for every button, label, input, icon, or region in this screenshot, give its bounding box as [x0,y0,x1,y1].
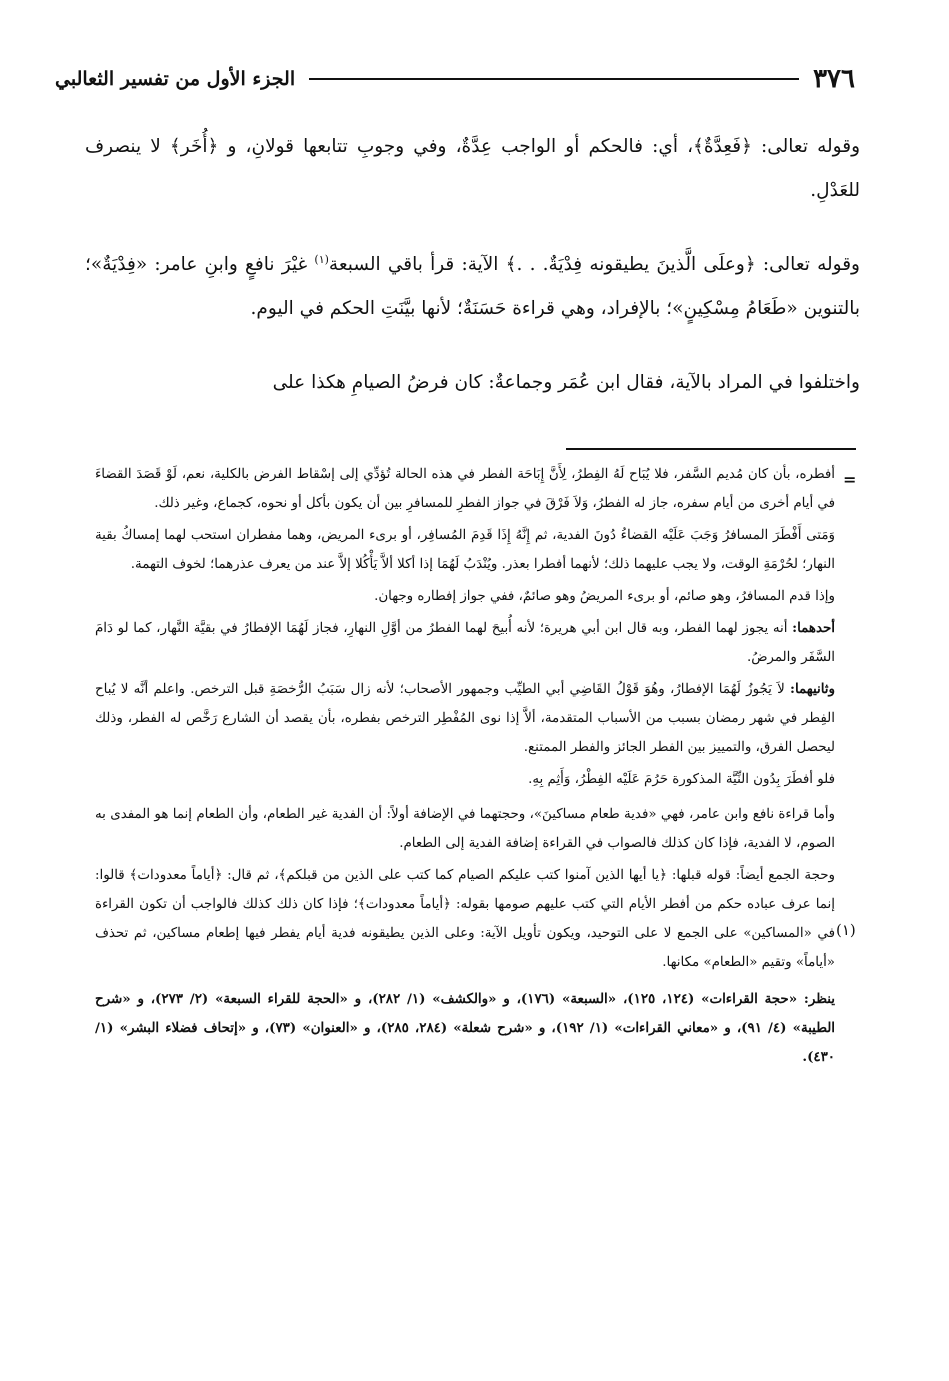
footnote-continuation-mark: = [843,470,857,489]
footnote-1-paragraph-b: وحجة الجمع أيضاً: قوله قبلها: ﴿يا أيها الذين آمنوا كتب عليكم الصيام كما كتب على الذين من قبلكم﴾، ثم قال: ﴿أياماً معدودات﴾ قالوا: إنما عرف عباده حكم من أفطر الأيام التي كتب عليهم صومها بقوله: ﴿أياماً معدودات﴾؛ فإذا كان ذلك كذلك فالواجب أن تكون القراءة في «المساكين» على الجمع لا على التوحيد، ويكون تأويل الآية: وعلى الذين يطيقونه فدية أيام يفطر فيها إطعام مساكين، ثم تحذف «أياماً» وتقيم «الطعام» مكانها. [95,868,835,970]
header-rule [309,78,799,80]
second-view-text: لاَ يَجُوزُ لَهُمَا الإفطارُ، وهُوَ قَوْلُ القَاضِي أبي الطيِّب وجمهور الأصحاب؛ لأنه زال سَبَبُ الرُّخصَةِ قبل الترخص. واعلم أنَّه لا يُباح الفِطر في شهر رمضان بسبب من الأسباب المتقدمة، ألاَّ إذا نوى المُفْطِر الترخص بفطره، بأن يقصد أن الشارع رَخَّص له الفطر، وذلك ليحصل الفرق، والتمييز بين الفطر الجائز والفطر الممتنع. [95,682,835,755]
footnote-1-sources [95,985,835,1072]
footnote-continued-6: فلو أفطَرَ بِدُون النِّيَّة المذكورة حَرُمَ عَلَيْه الفِطْرُ، وَأَثِم بِهِ. [528,772,835,787]
running-header [55,62,855,96]
footnote-continued-1: أفطره، بأن كان مُديم السَّفر، فلا يُبَاح لَهُ الفِطرُ، لِأَنَّ إِبَاحَة الفطر في هذه الحالة تُؤدِّي إلى إسْقاط الفرض بالكلية، نعم، لَوْ قَصَدَ القضاءَ في أيام أخرى من أيام سفره، جاز له الفطرُ، وَلاَ فَرْقَ في جواز الفطرِ للمسافرِ بين أن يكون بأكل أو نحوه، كجماع، وغير ذلك. [95,467,835,511]
footnote-1-marker: (١) [836,921,856,939]
second-view-label: وثانيهما: [790,681,835,697]
paragraph-fidyah-rest: غيْرَ نافعٍ وابنِ عامر: «فِدْيَةٌ»؛ بالتنوين «طَعَامُ مِسْكِينٍ»؛ بالإفراد، وهي قراءة حَسَنَةٌ؛ لأنها بيَّنَتِ الحكم في اليوم. [85,254,860,319]
footnote-1-paragraph-a: وأما قراءة نافع وابن عامر، فهي «فدية طعام مساكينَ»، وحجتهما في الإضافة أولاً: أن الفدية غير الطعام، وأن الطعام إنما هو المفدى به الصوم، لا الفدية، فإذا كان كذلك فالصواب في القراءة إضافة الفدية إلى الطعام. [95,807,835,851]
page-number: ٣٧٦ [813,64,855,94]
footnote-separator [566,448,856,450]
footnote-continued-3: وإذا قدم المسافرُ، وهو صائم، أو برىء المريضُ وهو صائمٌ، ففي جواز إفطاره وجهان. [374,589,835,604]
paragraph-iddah: وقوله تعالى: ﴿فَعِدَّةٌ﴾، أي: فالحكم أو الواجب عِدَّةٌ، وفي وجوبِ تتابعها قولانِ، و ﴿أُخَر﴾ لا ينصرف للعَدْلِ. [85,136,860,201]
sources-label: ينظر: [803,991,835,1007]
first-view-label: أحدهما: [792,620,835,636]
sources-list: «حجة القراءات» (١٢٤، ١٢٥)، «السبعة» (١٧٦)، و «والكشف» (١/ ٢٨٢)، و «الحجة للقراء السبعة» (٢/ ٢٧٣)، و «شرح الطيبة» (٤/ ٩١)، و «معاني القراءات» (١/ ١٩٢)، و «شرح شعلة» (٢٨٤، ٢٨٥)، و «العنوان» (٧٣)، و «إتحاف فضلاء البشر» (١/ ٤٣٠). [95,991,836,1065]
paragraph-fidyah-start: وقوله تعالى: ﴿وعلَى الَّذينَ يطيقونه فِدْيَةٌ. . .﴾ الآية: قرأ باقي السبعة [328,254,860,275]
footnote-continued-2: وَمَتى أَفْطَرَ المسافرُ وَجَبَ عَلَيْه القضاءُ دُونَ الفدية، ثم إِنَّهُ إِذَا قَدِمَ المُسافِر، أو برىء المريض، وهما مفطران استحب لهما إمساكُ بقية النهار؛ لحُرْمَةِ الوقت، ولا يجب عليهما ذلك؛ لأنهما أفطرا بعذر. ويُنْدَبُ لَهُمَا إذا أكلا ألاَّ يَأْكُلا إلاَّ عند من يعرف عذرهما؛ لخوف التهمة. [95,528,835,572]
footnote-continued-4 [95,614,835,672]
paragraph-ikhtilaf: واختلفوا في المراد بالآية، فقال ابن عُمَر وجماعةٌ: كان فرضُ الصيامِ هكذا على [272,372,860,393]
first-view-text: أنه يجوز لهما الفطر، وبه قال ابن أبي هريرة؛ لأنه أُبيحَ لهما الفطرُ من أوَّلِ النهارِ، فجاز لَهُمَا الإفطارُ في بقيَّة النَّهار، كما لو دَامَ السَّفَر والمرضُ. [95,621,835,665]
footnote-reference: (١) [314,252,329,266]
footnotes [95,460,835,1075]
main-text [85,125,860,405]
footnote-continued-5 [95,675,835,762]
paragraph-fidyah [85,243,860,331]
book-title: الجزء الأول من تفسير الثعالبي [55,68,296,90]
